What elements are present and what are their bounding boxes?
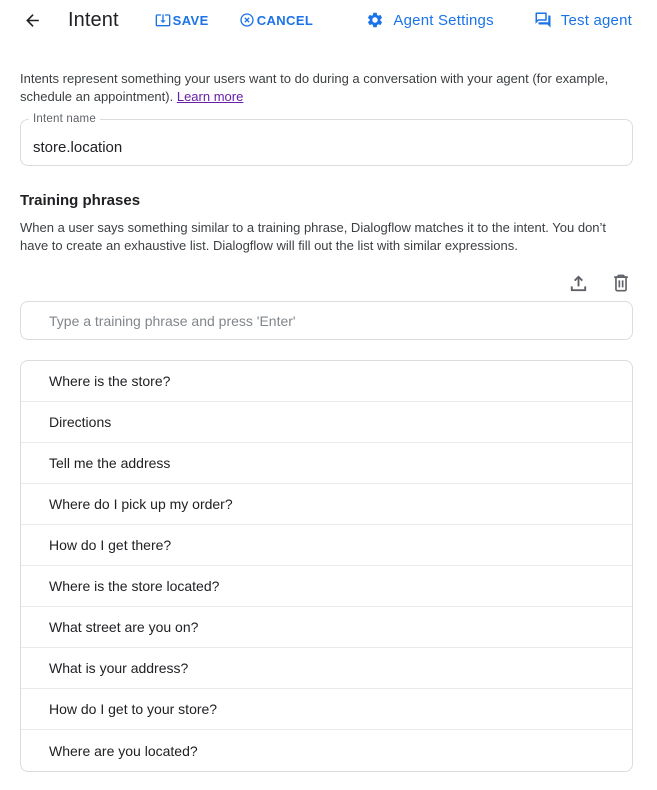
intents-description-text: Intents represent something your users want to do during a conversation with your agent (for example, schedule an appointment). xyxy=(20,71,609,104)
upload-phrases-button[interactable] xyxy=(566,271,590,295)
chat-forum-icon xyxy=(534,11,552,29)
training-phrase-row[interactable] xyxy=(21,566,632,607)
gear-icon xyxy=(366,11,384,29)
agent-settings-label: Agent Settings xyxy=(393,11,494,29)
training-phrase-text: Directions xyxy=(49,414,112,430)
training-phrase-row[interactable] xyxy=(21,402,632,443)
training-phrase-text: What is your address? xyxy=(49,660,189,676)
training-phrase-text: Where is the store? xyxy=(49,373,171,389)
training-phrases-description: When a user says something similar to a training phrase, Dialogflow matches it to the intent. You don’t have to create an exhaustive list. Dialogflow will fill out the list with similar expressions. xyxy=(20,220,607,253)
training-phrase-text: How do I get to your store? xyxy=(49,701,218,717)
learn-more-link[interactable]: Learn more xyxy=(176,89,244,104)
back-button[interactable] xyxy=(20,8,44,32)
main-content xyxy=(0,70,657,772)
cancel-button[interactable] xyxy=(237,8,316,32)
training-phrase-row[interactable] xyxy=(21,484,632,525)
training-phrase-row[interactable] xyxy=(21,443,632,484)
top-bar xyxy=(0,0,657,40)
cancel-circle-icon xyxy=(239,12,255,28)
intents-description xyxy=(20,70,633,106)
page-title: Intent xyxy=(68,8,119,31)
delete-phrases-button[interactable] xyxy=(609,271,633,295)
arrow-back-icon xyxy=(23,11,42,30)
training-phrases-heading: Training phrases xyxy=(20,192,141,209)
training-phrase-text: Where do I pick up my order? xyxy=(49,496,233,512)
cancel-button-label: CANCEL xyxy=(256,12,314,28)
intent-name-label: Intent name xyxy=(29,113,100,125)
training-phrases-list xyxy=(20,360,633,772)
training-phrase-text: What street are you on? xyxy=(49,619,199,635)
trash-icon xyxy=(610,272,632,294)
training-phrase-text: Where are you located? xyxy=(49,742,198,759)
training-phrase-text: Tell me the address xyxy=(49,455,171,471)
save-button[interactable] xyxy=(153,8,211,32)
training-phrase-row[interactable] xyxy=(21,361,632,402)
training-phrase-row[interactable] xyxy=(21,525,632,566)
topbar-right-group xyxy=(364,7,634,33)
test-agent-label: Test agent xyxy=(560,11,632,29)
intent-name-input[interactable] xyxy=(21,120,632,165)
phrase-toolbar xyxy=(20,271,633,295)
training-phrase-text: How do I get there? xyxy=(49,537,172,553)
save-button-label: SAVE xyxy=(172,12,209,28)
training-phrase-row[interactable] xyxy=(21,689,632,730)
test-agent-button[interactable] xyxy=(532,7,634,33)
training-phrase-input[interactable] xyxy=(20,301,633,340)
agent-settings-button[interactable] xyxy=(364,7,495,33)
upload-icon xyxy=(567,272,590,295)
training-phrase-row[interactable] xyxy=(21,730,632,771)
intent-name-field xyxy=(20,113,633,166)
training-phrase-row[interactable] xyxy=(21,648,632,689)
training-phrase-row[interactable] xyxy=(21,607,632,648)
save-icon xyxy=(155,12,171,28)
training-phrase-text: Where is the store located? xyxy=(49,578,220,594)
